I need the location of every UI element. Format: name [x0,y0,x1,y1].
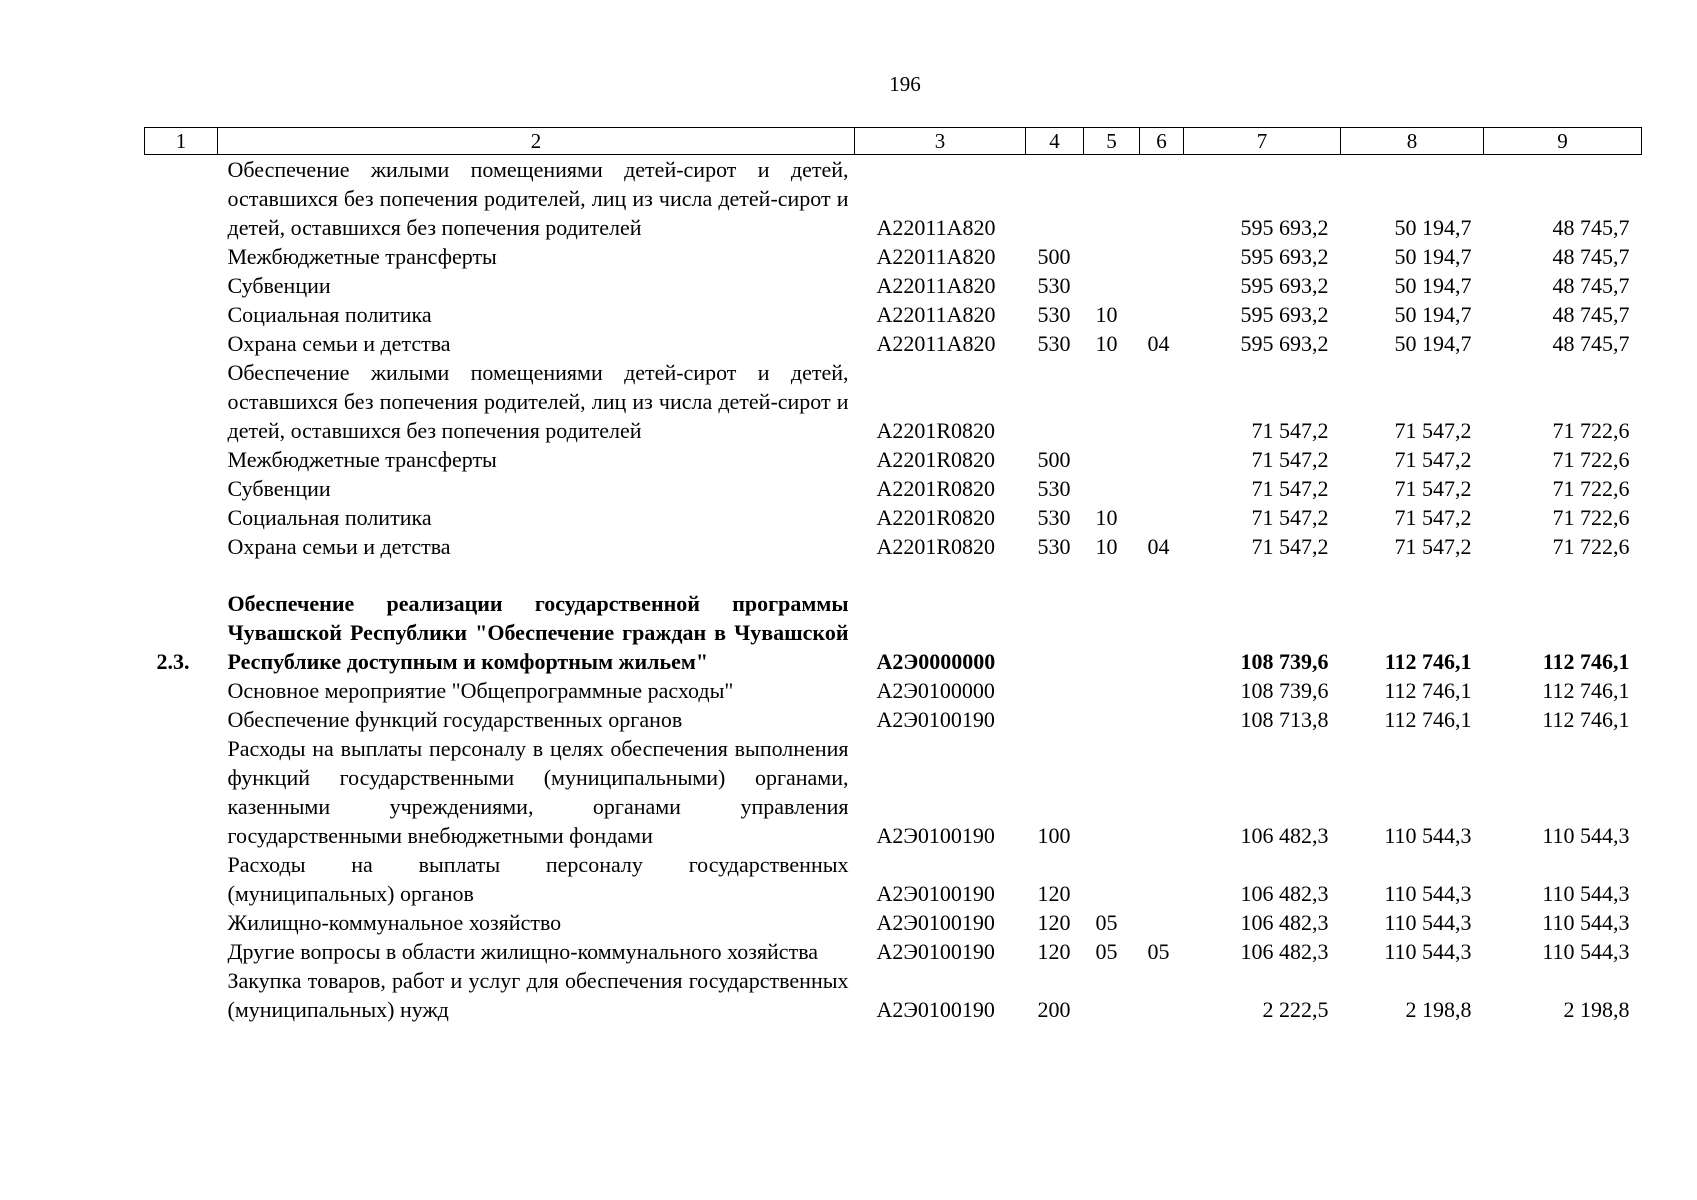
row-subsection [1140,474,1184,503]
table-row [145,300,1642,329]
row-section [1084,242,1140,271]
row-section: 10 [1095,331,1118,356]
row-subsection [1140,503,1184,532]
row-target-code: А2201R0820 [876,505,996,530]
row-subsection [1140,850,1184,908]
row-amount-col8: 2 198,8 [1405,997,1472,1022]
row-amount-col8: 112 746,1 [1384,707,1472,732]
table-row [145,329,1642,358]
row-section: 10 [1095,505,1118,530]
row-name: Расходы на выплаты персоналу в целях обеспечения выполнения функций государственными (муниципальными) органами, казенными учреждениями, органами управления государственными внебюджетными фондами [227,736,849,848]
row-subsection [1140,676,1184,705]
row-number [145,300,218,329]
row-expense-type: 530 [1037,273,1071,298]
row-target-code: А22011А820 [876,273,996,298]
row-amount-col7: 595 693,2 [1240,302,1329,327]
row-target-code: А2201R0820 [876,534,996,559]
row-name: Охрана семьи и детства [227,331,451,356]
row-subsection [1140,966,1184,1024]
row-number [145,705,218,734]
row-name: Обеспечение функций государственных органов [227,707,683,732]
row-amount-col7: 106 482,3 [1240,939,1329,964]
row-section [1084,676,1140,705]
row-target-code: А2201R0820 [876,447,996,472]
row-amount-col9: 48 745,7 [1552,273,1630,298]
row-section [1084,850,1140,908]
row-amount-col8: 110 544,3 [1384,939,1472,964]
row-target-code: А2201R0820 [876,476,996,501]
header-col-7: 7 [1184,128,1341,155]
row-amount-col7: 595 693,2 [1240,273,1329,298]
row-section [1084,589,1140,676]
row-subsection [1140,358,1184,445]
row-name: Охрана семьи и детства [227,534,451,559]
row-expense-type: 200 [1037,997,1071,1022]
row-target-code: А2Э0100190 [876,910,995,935]
row-number [145,734,218,850]
row-number [145,358,218,445]
budget-table [144,127,1642,1024]
row-expense-type [1026,155,1084,243]
row-number: 2.3. [156,649,190,674]
row-amount-col9: 112 746,1 [1542,678,1630,703]
row-amount-col7: 108 713,8 [1240,707,1329,732]
row-subsection: 04 [1147,534,1170,559]
row-amount-col8: 71 547,2 [1394,447,1472,472]
row-subsection [1140,155,1184,243]
row-amount-col8: 50 194,7 [1394,331,1472,356]
row-expense-type: 500 [1037,244,1071,269]
header-col-2: 2 [218,128,855,155]
row-number [145,155,218,243]
row-expense-type: 100 [1037,823,1071,848]
row-section: 10 [1095,534,1118,559]
row-amount-col7: 2 222,5 [1262,997,1329,1022]
row-target-code: А2Э0100190 [876,939,995,964]
row-section: 10 [1095,302,1118,327]
header-col-5: 5 [1084,128,1140,155]
page-number: 196 [889,72,921,96]
header-col-3: 3 [855,128,1026,155]
row-name: Социальная политика [227,505,432,530]
row-amount-col9: 71 722,6 [1552,447,1630,472]
row-amount-col8: 50 194,7 [1394,215,1472,240]
row-amount-col9: 110 544,3 [1542,939,1630,964]
row-expense-type: 120 [1037,939,1071,964]
row-amount-col8: 110 544,3 [1384,881,1472,906]
row-name: Социальная политика [227,302,432,327]
row-amount-col9: 112 746,1 [1542,707,1630,732]
row-subsection [1140,300,1184,329]
table-row [145,937,1642,966]
row-expense-type: 120 [1037,910,1071,935]
row-expense-type: 500 [1037,447,1071,472]
row-subsection [1140,705,1184,734]
row-amount-col9: 48 745,7 [1552,331,1630,356]
row-amount-col9: 110 544,3 [1542,823,1630,848]
row-subsection [1140,445,1184,474]
row-amount-col8: 50 194,7 [1394,273,1472,298]
row-section [1084,734,1140,850]
row-amount-col7: 595 693,2 [1240,215,1329,240]
table-row [145,908,1642,937]
table-row [145,474,1642,503]
table-row [145,503,1642,532]
row-amount-col8: 71 547,2 [1394,476,1472,501]
row-subsection [1140,589,1184,676]
row-amount-col8: 110 544,3 [1384,910,1472,935]
row-number [145,908,218,937]
row-subsection: 04 [1147,331,1170,356]
row-subsection [1140,734,1184,850]
row-name: Субвенции [227,273,331,298]
row-amount-col7: 106 482,3 [1240,881,1329,906]
row-expense-type [1026,676,1084,705]
row-number [145,242,218,271]
row-amount-col8: 110 544,3 [1384,823,1472,848]
header-col-9: 9 [1484,128,1642,155]
row-expense-type: 120 [1037,881,1071,906]
header-col-6: 6 [1140,128,1184,155]
row-amount-col9: 48 745,7 [1552,215,1630,240]
row-number [145,271,218,300]
row-number [145,676,218,705]
row-amount-col7: 108 739,6 [1240,678,1329,703]
row-number [145,937,218,966]
row-amount-col7: 71 547,2 [1251,418,1329,443]
row-amount-col9: 112 746,1 [1542,649,1630,674]
row-name: Закупка товаров, работ и услуг для обеспечения государственных (муниципальных) нужд [227,968,849,1022]
row-amount-col7: 71 547,2 [1251,447,1329,472]
row-amount-col9: 110 544,3 [1542,881,1630,906]
table-row [145,271,1642,300]
row-target-code: А2Э0100190 [876,823,995,848]
header-col-1: 1 [145,128,218,155]
row-name: Межбюджетные трансферты [227,244,497,269]
row-expense-type: 530 [1037,534,1071,559]
row-target-code: А22011А820 [876,215,996,240]
row-number [145,966,218,1024]
row-amount-col9: 71 722,6 [1552,534,1630,559]
table-row [145,850,1642,908]
table-row [145,966,1642,1024]
row-name: Жилищно-коммунальное хозяйство [227,910,562,935]
row-section [1084,966,1140,1024]
table-row [145,532,1642,561]
table-row [145,155,1642,243]
spacer-row [145,561,1642,589]
row-target-code: А2Э0000000 [876,649,996,674]
row-section [1084,155,1140,243]
row-amount-col9: 48 745,7 [1552,302,1630,327]
row-section [1084,474,1140,503]
row-expense-type: 530 [1037,476,1071,501]
row-amount-col9: 71 722,6 [1552,505,1630,530]
row-amount-col7: 71 547,2 [1251,505,1329,530]
table-row [145,358,1642,445]
row-name: Обеспечение жилыми помещениями детей-сирот и детей, оставшихся без попечения родителей, лиц из числа детей-сирот и детей, оставшихся без попечения родителей [227,157,849,240]
row-section [1084,445,1140,474]
row-amount-col8: 50 194,7 [1394,302,1472,327]
row-amount-col9: 71 722,6 [1552,476,1630,501]
row-number [145,503,218,532]
row-expense-type [1026,358,1084,445]
table-row [145,705,1642,734]
row-target-code: А22011А820 [876,244,996,269]
row-amount-col8: 71 547,2 [1394,505,1472,530]
row-number [145,329,218,358]
row-amount-col9: 110 544,3 [1542,910,1630,935]
row-amount-col8: 71 547,2 [1394,418,1472,443]
row-amount-col7: 595 693,2 [1240,244,1329,269]
row-amount-col8: 112 746,1 [1384,649,1472,674]
row-amount-col8: 50 194,7 [1394,244,1472,269]
row-amount-col8: 71 547,2 [1394,534,1472,559]
row-amount-col9: 48 745,7 [1552,244,1630,269]
row-amount-col7: 595 693,2 [1240,331,1329,356]
row-subsection [1140,242,1184,271]
row-number [145,474,218,503]
row-expense-type: 530 [1037,302,1071,327]
row-subsection: 05 [1147,939,1170,964]
row-section [1084,358,1140,445]
table-row [145,445,1642,474]
row-target-code: А2Э0100190 [876,707,995,732]
row-amount-col9: 71 722,6 [1552,418,1630,443]
row-section [1084,271,1140,300]
table-row-section-heading [145,589,1642,676]
header-row [145,128,1642,155]
row-amount-col7: 106 482,3 [1240,910,1329,935]
header-col-8: 8 [1341,128,1484,155]
row-name: Межбюджетные трансферты [227,447,497,472]
row-name: Обеспечение жилыми помещениями детей-сирот и детей, оставшихся без попечения родителей, лиц из числа детей-сирот и детей, оставшихся без попечения родителей [227,360,849,443]
row-expense-type [1026,589,1084,676]
row-number [145,850,218,908]
row-amount-col7: 71 547,2 [1251,476,1329,501]
row-expense-type [1026,705,1084,734]
row-target-code: А2Э0100190 [876,881,995,906]
row-section [1084,705,1140,734]
row-target-code: А2Э0100190 [876,997,995,1022]
table-row [145,242,1642,271]
row-target-code: А22011А820 [876,331,996,356]
row-number [145,532,218,561]
header-col-4: 4 [1026,128,1084,155]
row-subsection [1140,271,1184,300]
row-amount-col7: 108 739,6 [1240,649,1329,674]
table-row [145,734,1642,850]
row-target-code: А2Э0100000 [876,678,995,703]
row-amount-col9: 2 198,8 [1563,997,1630,1022]
row-amount-col7: 71 547,2 [1251,534,1329,559]
table-row [145,676,1642,705]
row-expense-type: 530 [1037,505,1071,530]
row-amount-col7: 106 482,3 [1240,823,1329,848]
row-name: Расходы на выплаты персоналу государственных (муниципальных) органов [227,852,849,906]
row-target-code: А2201R0820 [876,418,996,443]
row-subsection [1140,908,1184,937]
row-section: 05 [1095,910,1118,935]
row-amount-col8: 112 746,1 [1384,678,1472,703]
row-target-code: А22011А820 [876,302,996,327]
row-name: Основное мероприятие "Общепрограммные расходы" [227,678,734,703]
spacer-cell [145,561,1642,589]
row-expense-type: 530 [1037,331,1071,356]
row-number [145,445,218,474]
row-section: 05 [1095,939,1118,964]
row-name: Субвенции [227,476,331,501]
row-name: Другие вопросы в области жилищно-коммунального хозяйства [227,939,819,964]
row-name: Обеспечение реализации государственной программы Чувашской Республики "Обеспечение граждан в Чувашской Республике доступным и комфортным жильем" [227,591,849,674]
